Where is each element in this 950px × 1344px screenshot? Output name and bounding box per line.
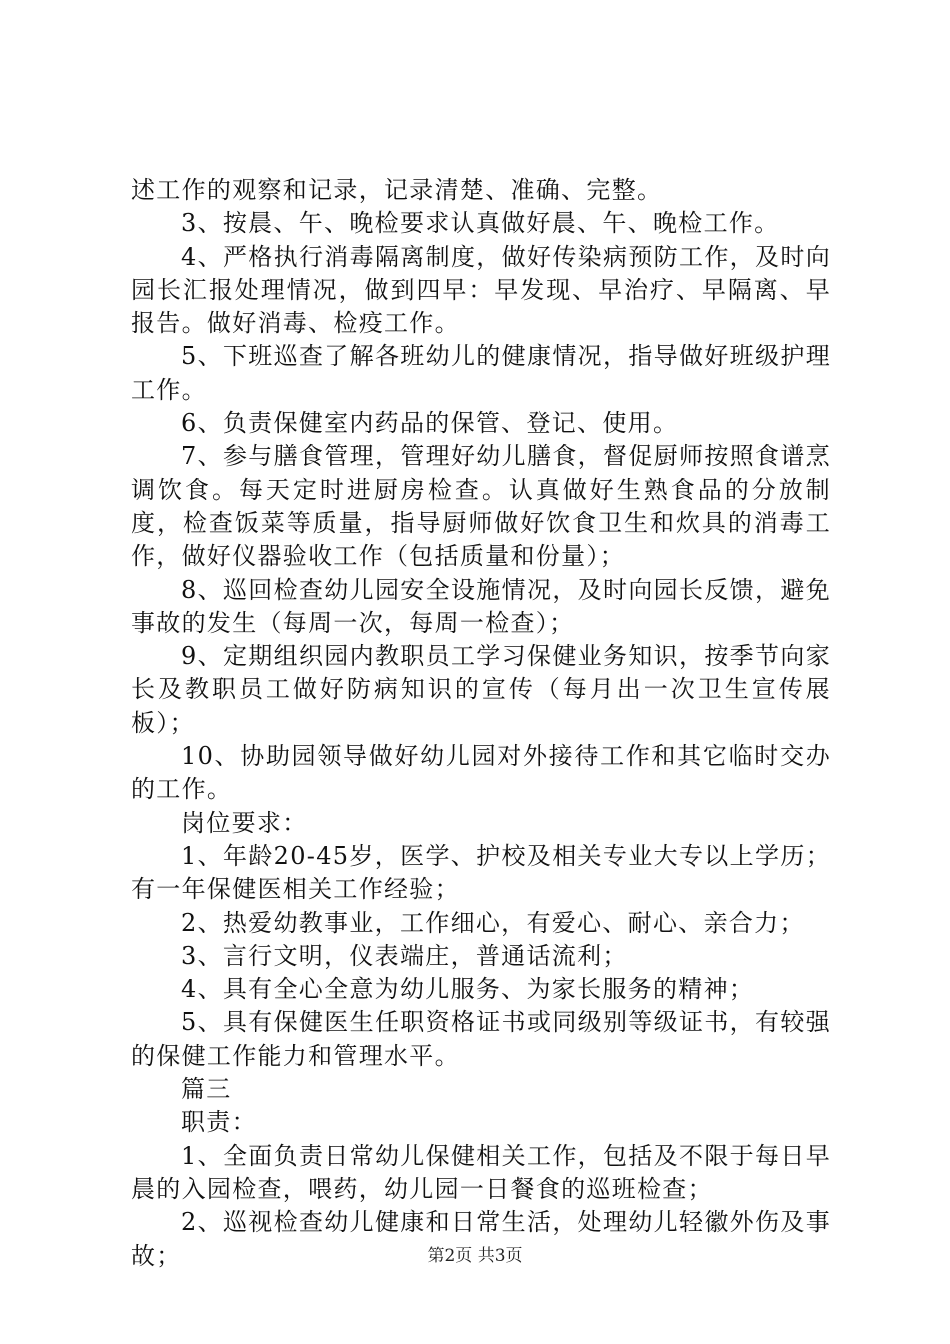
body-paragraph: 3、按晨、午、晚检要求认真做好晨、午、晚检工作。 <box>181 209 780 238</box>
section-heading: 篇三 <box>181 1075 232 1104</box>
body-paragraph: 9、定期组织园内教职员工学习保健业务知识，按季节向家长及教职员工做好防病知识的宣传（每月出一次卫生宣传展板）； <box>131 642 831 737</box>
page-number-footer: 第2页 共3页 <box>427 1246 523 1266</box>
body-paragraph: 2、热爱幼教事业，工作细心，有爱心、耐心、亲合力； <box>181 908 805 937</box>
body-paragraph: 5、下班巡查了解各班幼儿的健康情况，指导做好班级护理工作。 <box>131 342 831 404</box>
body-paragraph: 1、全面负责日常幼儿保健相关工作，包括及不限于每日早晨的入园检查，喂药，幼儿园一日餐食的巡班检查； <box>131 1141 831 1203</box>
document-body <box>131 174 831 1273</box>
body-paragraph: 6、负责保健室内药品的保管、登记、使用。 <box>181 409 679 438</box>
section-heading: 职责： <box>181 1108 257 1137</box>
body-paragraph: 5、具有保健医生任职资格证书或同级别等级证书，有较强的保健工作能力和管理水平。 <box>131 1008 831 1070</box>
body-paragraph: 2、巡视检查幼儿健康和日常生活，处理幼儿轻徽外伤及事故； <box>131 1208 831 1270</box>
body-paragraph: 1、年龄20-45岁，医学、护校及相关专业大专以上学历；有一年保健医相关工作经验； <box>131 841 831 904</box>
body-paragraph: 述工作的观察和记录，记录清楚、准确、完整。 <box>131 176 663 204</box>
body-paragraph: 4、严格执行消毒隔离制度，做好传染病预防工作，及时向园长汇报处理情况，做到四早：早发现、早治疗、早隔离、早报告。做好消毒、检疫工作。 <box>131 242 831 338</box>
body-paragraph: 3、言行文明，仪表端庄，普通话流利； <box>181 941 628 970</box>
body-paragraph: 8、巡回检查幼儿园安全设施情况，及时向园长反馈，避免事故的发生（每周一次，每周一检查）； <box>131 575 831 637</box>
section-heading: 岗位要求： <box>181 808 308 837</box>
body-paragraph: 4、具有全心全意为幼儿服务、为家长服务的精神； <box>181 975 755 1004</box>
body-paragraph: 7、参与膳食管理，管理好幼儿膳食，督促厨师按照食谱烹调饮食。每天定时进厨房检查。认真做好生熟食品的分放制度，检查饭菜等质量，指导厨师做好饮食卫生和炊具的消毒工作，做好仪器验收工作（包括质量和份量）； <box>131 442 831 571</box>
body-paragraph: 10、协助园领导做好幼儿园对外接待工作和其它临时交办的工作。 <box>131 742 831 804</box>
